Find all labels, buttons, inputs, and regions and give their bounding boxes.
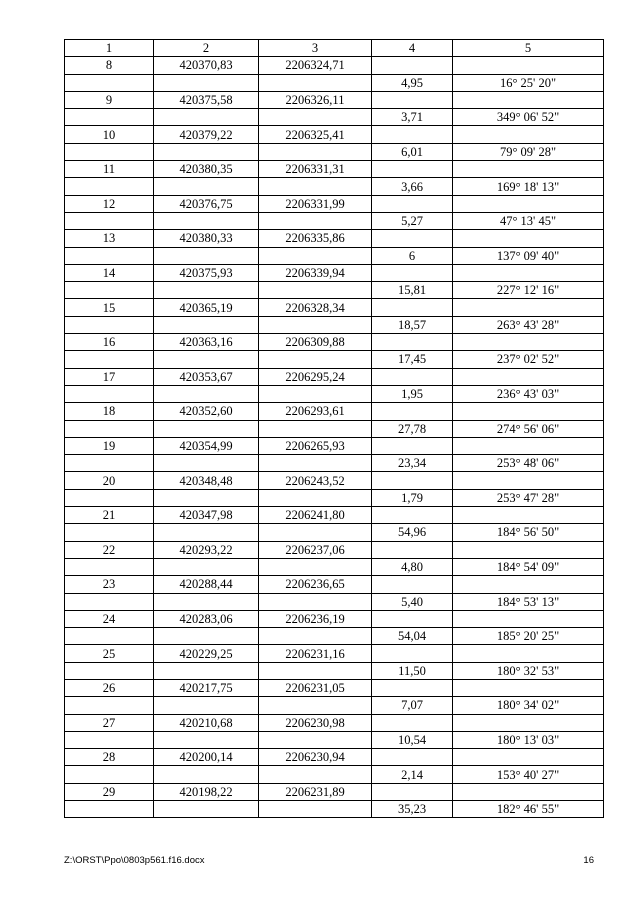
table-cell: 19 bbox=[65, 437, 154, 454]
table-cell: 23 bbox=[65, 576, 154, 593]
table-row bbox=[65, 368, 604, 385]
table-cell: 420376,75 bbox=[154, 195, 259, 212]
table-cell bbox=[154, 766, 259, 783]
table-cell: 2206230,98 bbox=[259, 714, 372, 731]
table-cell bbox=[65, 524, 154, 541]
table-cell bbox=[65, 766, 154, 783]
table-row bbox=[65, 783, 604, 800]
table-cell: 420288,44 bbox=[154, 576, 259, 593]
table-cell bbox=[154, 558, 259, 575]
table-cell: 420375,93 bbox=[154, 264, 259, 281]
table-cell bbox=[259, 109, 372, 126]
table-cell: 6 bbox=[372, 247, 453, 264]
table-cell: 54,96 bbox=[372, 524, 453, 541]
table-cell bbox=[259, 212, 372, 229]
table-cell: 137° 09' 40" bbox=[453, 247, 604, 264]
table-cell: 5,40 bbox=[372, 593, 453, 610]
table-cell: 420380,33 bbox=[154, 230, 259, 247]
table-cell bbox=[154, 489, 259, 506]
header-cell: 1 bbox=[65, 40, 154, 57]
table-cell bbox=[372, 472, 453, 489]
table-cell: 18 bbox=[65, 403, 154, 420]
table-cell: 17 bbox=[65, 368, 154, 385]
table-cell: 2,14 bbox=[372, 766, 453, 783]
table-cell: 26 bbox=[65, 679, 154, 696]
table-cell: 2206331,99 bbox=[259, 195, 372, 212]
table-cell: 13 bbox=[65, 230, 154, 247]
table-row bbox=[65, 714, 604, 731]
table-cell bbox=[453, 403, 604, 420]
table-cell bbox=[65, 74, 154, 91]
table-cell bbox=[259, 801, 372, 818]
table-cell bbox=[65, 662, 154, 679]
table-cell bbox=[372, 403, 453, 420]
table-cell bbox=[372, 507, 453, 524]
table-cell: 22 bbox=[65, 541, 154, 558]
table-cell bbox=[259, 628, 372, 645]
table-cell bbox=[453, 368, 604, 385]
table-cell bbox=[65, 420, 154, 437]
table-cell: 420210,68 bbox=[154, 714, 259, 731]
table-cell bbox=[65, 558, 154, 575]
table-cell: 180° 34' 02" bbox=[453, 697, 604, 714]
table-cell: 153° 40' 27" bbox=[453, 766, 604, 783]
table-cell: 420370,83 bbox=[154, 57, 259, 74]
table-cell bbox=[65, 316, 154, 333]
table-cell bbox=[453, 679, 604, 696]
table-row bbox=[65, 351, 604, 368]
table-cell: 237° 02' 52" bbox=[453, 351, 604, 368]
table-cell: 3,66 bbox=[372, 178, 453, 195]
table-cell bbox=[372, 126, 453, 143]
table-cell: 27,78 bbox=[372, 420, 453, 437]
table-cell: 420375,58 bbox=[154, 91, 259, 108]
table-row bbox=[65, 264, 604, 281]
table-cell bbox=[372, 714, 453, 731]
table-cell bbox=[453, 610, 604, 627]
table-cell bbox=[372, 57, 453, 74]
header-cell: 2 bbox=[154, 40, 259, 57]
table-cell: 184° 53' 13" bbox=[453, 593, 604, 610]
table-cell bbox=[372, 679, 453, 696]
table-cell: 2206326,11 bbox=[259, 91, 372, 108]
table-cell: 253° 47' 28" bbox=[453, 489, 604, 506]
table-cell bbox=[453, 334, 604, 351]
table-cell bbox=[154, 74, 259, 91]
table-cell bbox=[372, 610, 453, 627]
table-cell bbox=[65, 628, 154, 645]
table-cell: 420198,22 bbox=[154, 783, 259, 800]
table-cell bbox=[154, 593, 259, 610]
table-cell bbox=[453, 507, 604, 524]
table-cell: 2206236,65 bbox=[259, 576, 372, 593]
table-row bbox=[65, 576, 604, 593]
table-row bbox=[65, 507, 604, 524]
table-cell bbox=[453, 230, 604, 247]
table-cell bbox=[154, 143, 259, 160]
table-cell bbox=[154, 247, 259, 264]
table-cell bbox=[65, 455, 154, 472]
table-cell bbox=[65, 282, 154, 299]
table-cell bbox=[154, 316, 259, 333]
table-cell bbox=[453, 783, 604, 800]
table-cell: 420380,35 bbox=[154, 161, 259, 178]
table-cell bbox=[453, 749, 604, 766]
table-cell: 420217,75 bbox=[154, 679, 259, 696]
table-row bbox=[65, 126, 604, 143]
table-cell: 420347,98 bbox=[154, 507, 259, 524]
table-row bbox=[65, 472, 604, 489]
table-cell: 2206293,61 bbox=[259, 403, 372, 420]
table-cell: 1,79 bbox=[372, 489, 453, 506]
table-cell bbox=[259, 351, 372, 368]
table-cell: 16 bbox=[65, 334, 154, 351]
table-cell: 1,95 bbox=[372, 385, 453, 402]
table-cell bbox=[259, 282, 372, 299]
table-row bbox=[65, 628, 604, 645]
table-cell: 180° 13' 03" bbox=[453, 731, 604, 748]
table-cell bbox=[154, 109, 259, 126]
table-cell: 7,07 bbox=[372, 697, 453, 714]
table-cell bbox=[65, 109, 154, 126]
table-row bbox=[65, 230, 604, 247]
table-cell: 4,95 bbox=[372, 74, 453, 91]
table-cell: 420363,16 bbox=[154, 334, 259, 351]
table-row bbox=[65, 489, 604, 506]
table-cell: 23,34 bbox=[372, 455, 453, 472]
table-row bbox=[65, 212, 604, 229]
table-cell bbox=[372, 541, 453, 558]
table-cell bbox=[259, 558, 372, 575]
table-cell: 263° 43' 28" bbox=[453, 316, 604, 333]
table-cell: 15,81 bbox=[372, 282, 453, 299]
table-cell: 420229,25 bbox=[154, 645, 259, 662]
table-row bbox=[65, 766, 604, 783]
table-cell bbox=[259, 731, 372, 748]
table-cell bbox=[453, 264, 604, 281]
table-cell bbox=[453, 126, 604, 143]
table-cell bbox=[154, 628, 259, 645]
table-cell bbox=[372, 749, 453, 766]
table-cell bbox=[65, 697, 154, 714]
table-cell bbox=[65, 489, 154, 506]
table-cell bbox=[65, 385, 154, 402]
footer-page-number: 16 bbox=[583, 855, 594, 866]
table-cell bbox=[453, 714, 604, 731]
table-cell: 35,23 bbox=[372, 801, 453, 818]
table-cell bbox=[259, 143, 372, 160]
table-row bbox=[65, 334, 604, 351]
table-cell: 2206231,16 bbox=[259, 645, 372, 662]
table-cell bbox=[453, 437, 604, 454]
table-cell: 253° 48' 06" bbox=[453, 455, 604, 472]
table-row bbox=[65, 247, 604, 264]
table-cell bbox=[259, 697, 372, 714]
table-cell: 2206324,71 bbox=[259, 57, 372, 74]
table-body bbox=[65, 57, 604, 818]
table-cell: 3,71 bbox=[372, 109, 453, 126]
header-cell: 3 bbox=[259, 40, 372, 57]
table-cell bbox=[453, 472, 604, 489]
table-row bbox=[65, 558, 604, 575]
table-cell: 2206265,93 bbox=[259, 437, 372, 454]
table-cell bbox=[372, 91, 453, 108]
table-cell bbox=[372, 645, 453, 662]
table-cell bbox=[453, 91, 604, 108]
table-cell: 18,57 bbox=[372, 316, 453, 333]
table-cell: 2206237,06 bbox=[259, 541, 372, 558]
table-cell: 2206231,89 bbox=[259, 783, 372, 800]
table-cell: 2206231,05 bbox=[259, 679, 372, 696]
table-cell bbox=[259, 178, 372, 195]
table-cell bbox=[259, 74, 372, 91]
table-cell bbox=[154, 282, 259, 299]
table-cell bbox=[453, 645, 604, 662]
table-cell bbox=[453, 576, 604, 593]
table-row bbox=[65, 593, 604, 610]
table-cell: 2206236,19 bbox=[259, 610, 372, 627]
table-cell: 24 bbox=[65, 610, 154, 627]
table-cell bbox=[372, 437, 453, 454]
table-cell: 79° 09' 28" bbox=[453, 143, 604, 160]
table-cell: 180° 32' 53" bbox=[453, 662, 604, 679]
table-cell bbox=[259, 385, 372, 402]
table-cell: 227° 12' 16" bbox=[453, 282, 604, 299]
table-cell bbox=[372, 195, 453, 212]
table-row bbox=[65, 610, 604, 627]
table-cell: 17,45 bbox=[372, 351, 453, 368]
table-cell bbox=[259, 455, 372, 472]
table-cell: 2206335,86 bbox=[259, 230, 372, 247]
table-cell: 27 bbox=[65, 714, 154, 731]
table-cell: 12 bbox=[65, 195, 154, 212]
table-cell: 11 bbox=[65, 161, 154, 178]
table-cell: 420293,22 bbox=[154, 541, 259, 558]
table-cell: 420379,22 bbox=[154, 126, 259, 143]
table-cell: 184° 54' 09" bbox=[453, 558, 604, 575]
table-cell bbox=[259, 662, 372, 679]
table-row bbox=[65, 524, 604, 541]
table-cell bbox=[259, 593, 372, 610]
table-row bbox=[65, 143, 604, 160]
table-cell: 182° 46' 55" bbox=[453, 801, 604, 818]
table-cell: 54,04 bbox=[372, 628, 453, 645]
table-cell: 21 bbox=[65, 507, 154, 524]
table-cell bbox=[372, 161, 453, 178]
table-cell bbox=[259, 420, 372, 437]
table-row bbox=[65, 437, 604, 454]
table-cell: 184° 56' 50" bbox=[453, 524, 604, 541]
table-row bbox=[65, 57, 604, 74]
table-cell: 420365,19 bbox=[154, 299, 259, 316]
table-cell: 2206331,31 bbox=[259, 161, 372, 178]
table-cell bbox=[259, 247, 372, 264]
coordinates-table bbox=[64, 39, 604, 818]
table-cell: 2206241,80 bbox=[259, 507, 372, 524]
table-cell bbox=[372, 368, 453, 385]
table-cell: 2206325,41 bbox=[259, 126, 372, 143]
table-cell: 185° 20' 25" bbox=[453, 628, 604, 645]
table-cell bbox=[154, 420, 259, 437]
table-cell bbox=[453, 541, 604, 558]
table-cell: 47° 13' 45" bbox=[453, 212, 604, 229]
table-cell bbox=[65, 801, 154, 818]
table-cell: 14 bbox=[65, 264, 154, 281]
header-cell: 5 bbox=[453, 40, 604, 57]
table-cell bbox=[259, 316, 372, 333]
table-row bbox=[65, 749, 604, 766]
table-row bbox=[65, 403, 604, 420]
table-row bbox=[65, 420, 604, 437]
table-cell: 274° 56' 06" bbox=[453, 420, 604, 437]
table-cell bbox=[372, 783, 453, 800]
table-cell bbox=[65, 593, 154, 610]
table-cell: 28 bbox=[65, 749, 154, 766]
table-row bbox=[65, 731, 604, 748]
table-cell bbox=[154, 524, 259, 541]
table-cell: 2206309,88 bbox=[259, 334, 372, 351]
table-cell bbox=[154, 212, 259, 229]
table-cell bbox=[259, 524, 372, 541]
table-cell: 5,27 bbox=[372, 212, 453, 229]
table-cell: 420354,99 bbox=[154, 437, 259, 454]
table-cell bbox=[154, 455, 259, 472]
table-cell bbox=[453, 299, 604, 316]
table-cell bbox=[372, 576, 453, 593]
table-cell: 15 bbox=[65, 299, 154, 316]
table-cell: 4,80 bbox=[372, 558, 453, 575]
table-cell: 2206295,24 bbox=[259, 368, 372, 385]
table-row bbox=[65, 74, 604, 91]
table-cell: 420353,67 bbox=[154, 368, 259, 385]
table-cell: 25 bbox=[65, 645, 154, 662]
table-cell: 420200,14 bbox=[154, 749, 259, 766]
table-cell bbox=[65, 247, 154, 264]
table-cell: 420352,60 bbox=[154, 403, 259, 420]
table-cell bbox=[65, 212, 154, 229]
table-cell bbox=[154, 178, 259, 195]
table-cell: 8 bbox=[65, 57, 154, 74]
table-cell bbox=[453, 195, 604, 212]
table-cell: 6,01 bbox=[372, 143, 453, 160]
table-cell bbox=[65, 731, 154, 748]
table-cell bbox=[372, 334, 453, 351]
table-cell: 29 bbox=[65, 783, 154, 800]
table-row bbox=[65, 541, 604, 558]
table-row bbox=[65, 679, 604, 696]
header-cell: 4 bbox=[372, 40, 453, 57]
table-cell bbox=[259, 489, 372, 506]
table-row bbox=[65, 299, 604, 316]
table-cell: 420348,48 bbox=[154, 472, 259, 489]
table-cell: 10 bbox=[65, 126, 154, 143]
table-row bbox=[65, 697, 604, 714]
table-cell: 2206328,34 bbox=[259, 299, 372, 316]
table-cell bbox=[65, 351, 154, 368]
table-cell: 20 bbox=[65, 472, 154, 489]
table-row bbox=[65, 109, 604, 126]
table-cell: 2206339,94 bbox=[259, 264, 372, 281]
table-cell bbox=[154, 662, 259, 679]
table-row bbox=[65, 801, 604, 818]
table-cell bbox=[154, 697, 259, 714]
table-cell: 169° 18' 13" bbox=[453, 178, 604, 195]
table-cell: 349° 06' 52" bbox=[453, 109, 604, 126]
table-header-row bbox=[65, 40, 604, 57]
table-cell: 420283,06 bbox=[154, 610, 259, 627]
table-cell: 2206230,94 bbox=[259, 749, 372, 766]
table-row bbox=[65, 282, 604, 299]
table-row bbox=[65, 645, 604, 662]
table-row bbox=[65, 195, 604, 212]
table-cell: 236° 43' 03" bbox=[453, 385, 604, 402]
table-cell bbox=[372, 299, 453, 316]
table-cell bbox=[154, 801, 259, 818]
table-cell: 10,54 bbox=[372, 731, 453, 748]
table-row bbox=[65, 91, 604, 108]
table-cell: 16° 25' 20" bbox=[453, 74, 604, 91]
table-row bbox=[65, 455, 604, 472]
table-cell bbox=[65, 178, 154, 195]
table-cell bbox=[453, 57, 604, 74]
table-row bbox=[65, 385, 604, 402]
table-cell bbox=[154, 385, 259, 402]
table-cell bbox=[259, 766, 372, 783]
table-cell bbox=[372, 264, 453, 281]
table-cell bbox=[154, 731, 259, 748]
table-cell: 9 bbox=[65, 91, 154, 108]
table-cell: 11,50 bbox=[372, 662, 453, 679]
table-row bbox=[65, 662, 604, 679]
table-cell: 2206243,52 bbox=[259, 472, 372, 489]
footer-file-path: Z:\ORST\Ppo\0803p561.f16.docx bbox=[64, 855, 205, 866]
table-row bbox=[65, 161, 604, 178]
table-cell bbox=[154, 351, 259, 368]
table-row bbox=[65, 316, 604, 333]
table-cell bbox=[372, 230, 453, 247]
table-row bbox=[65, 178, 604, 195]
table-cell bbox=[65, 143, 154, 160]
table-cell bbox=[453, 161, 604, 178]
